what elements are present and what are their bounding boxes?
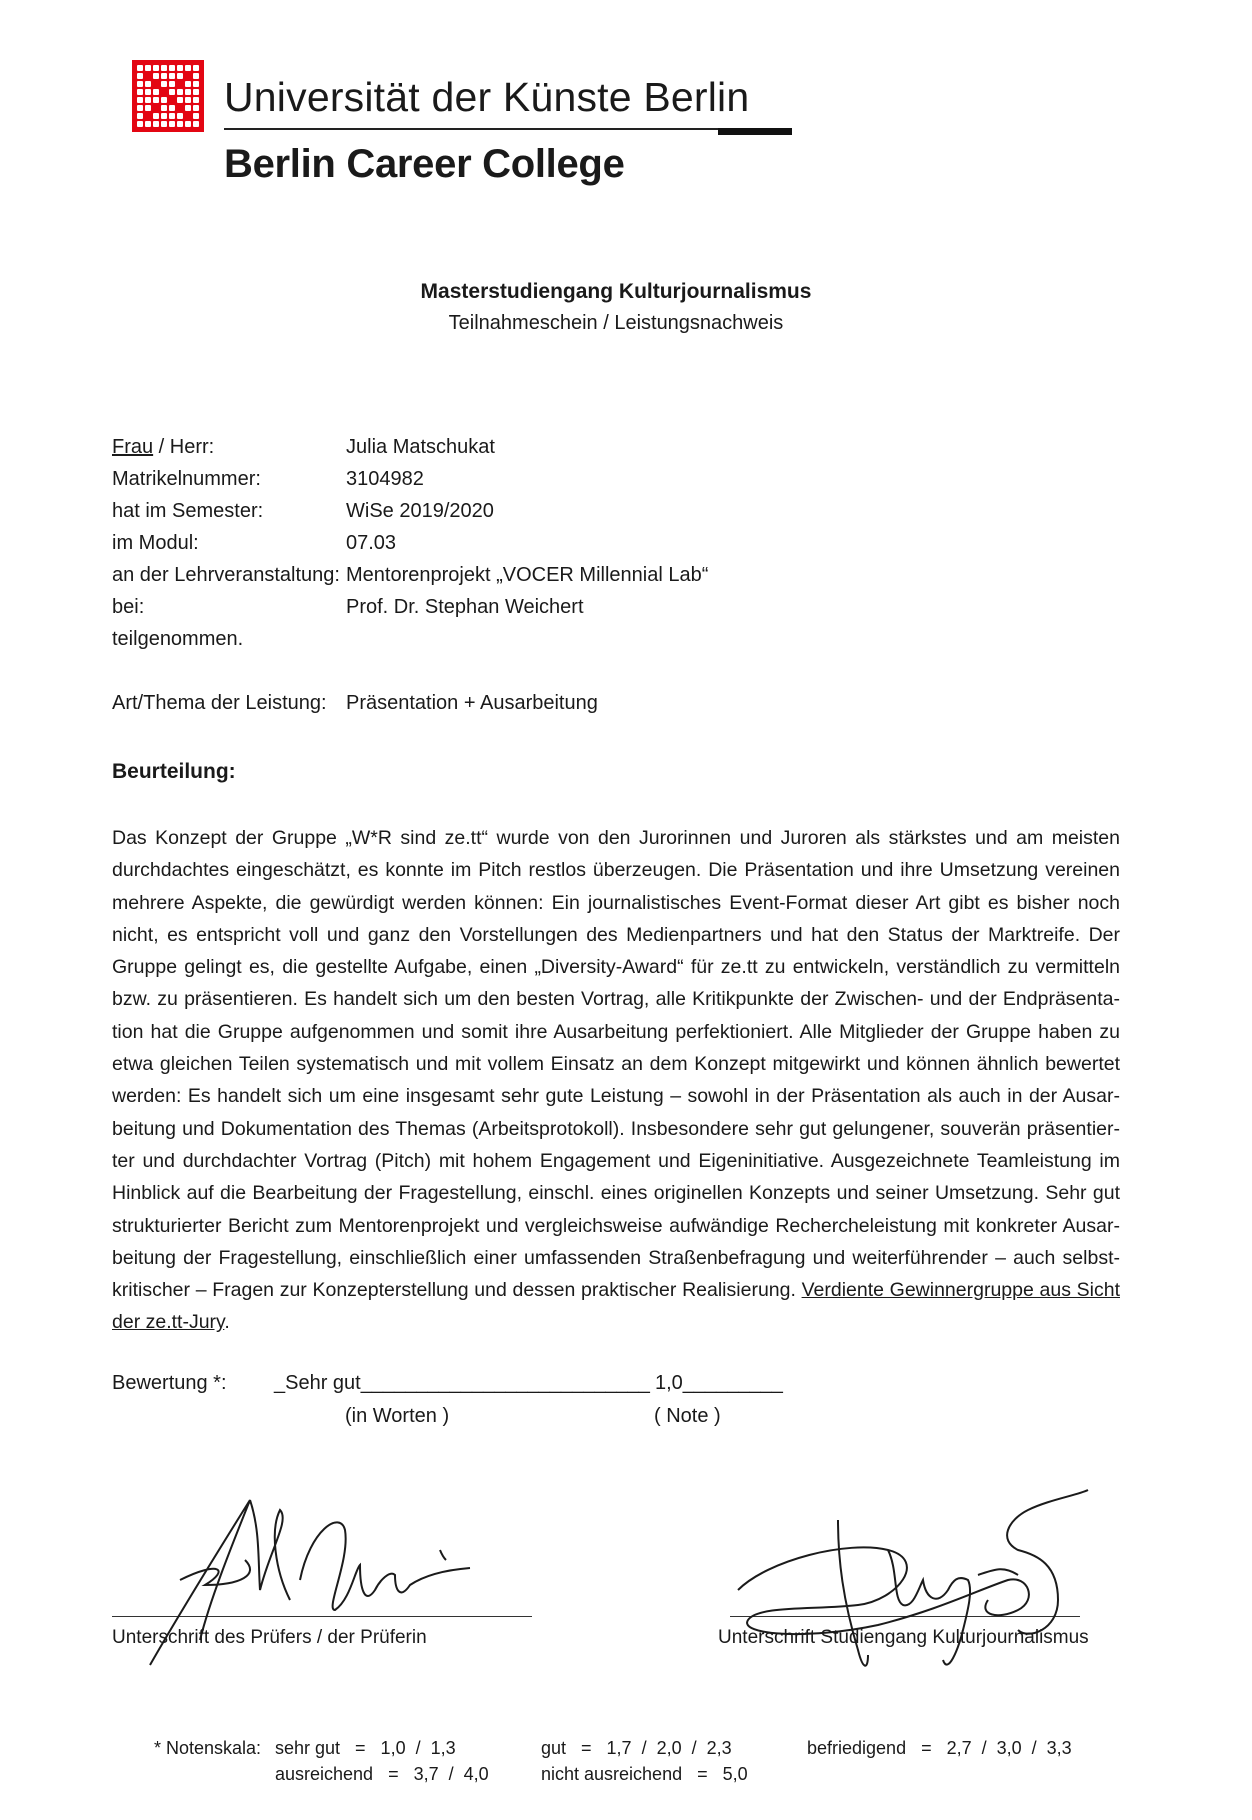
grade-scale-befriedigend: befriedigend = 2,7 / 3,0 / 3,3 xyxy=(807,1738,1072,1758)
modul-value: 07.03 xyxy=(346,532,397,554)
semester-value: WiSe 2019/2020 xyxy=(346,500,494,522)
assessment-end: . xyxy=(224,1311,230,1334)
participated-text: teilgenommen. xyxy=(112,628,244,650)
assessment-heading: Beurteilung: xyxy=(112,760,236,783)
examiner-signature-caption: Unterschrift des Prüfers / der Prüferin xyxy=(112,1627,427,1648)
performance-type-label: Art/Thema der Leistung: xyxy=(112,692,327,714)
performance-type-value: Präsentation + Ausarbeitung xyxy=(346,692,598,714)
assessment-body: Das Konzept der Gruppe „W*R sind ze.tt“ wurde von den Jurorinnen und Juroren als stärkstes und am meisten durchdachtes eingeschätzt, es konnte im Pitch restlos überzeugen. Die Präsentation und ihre Umsetzung vereinen mehrere Aspekte, die gewürdigt werden können: Ein journalistisches Event-Format dieser Art gibt es bisher noch nicht, es entspricht voll und ganz den Vorstellungen des Medienpartners und hat den Status der Marktreife. Der Gruppe gelingt es, die gestellte Aufgabe, einen „Diversity-Award“ für ze.tt zu entwickeln, verständlich zu vermitteln bzw. zu präsentieren. Es handelt sich um den besten Vortrag, alle Kritikpunkte der Zwischen- und der Endpräsentation hat die Gruppe aufgenommen und somit ihre Ausarbeitung perfektioniert. Alle Mitglieder der Gruppe haben zu etwa gleichen Teilen systematisch und mit vollem Einsatz an dem Konzept mitgewirkt und können ähnlich bewertet werden: Es handelt sich um eine insgesamt sehr gute Leistung – sowohl in der Präsentation als auch in der Ausarbeitung und Dokumentation des Themas (Arbeitsprotokoll). Insbesondere sehr gut gelungener, souverän präsentierter und durchdachter Vortrag (Pitch) mit hohem Engagement und Eigeninitiative. Ausgezeichnete Teamleistung im Hinblick auf die Bearbeitung der Fragestellung, einschl. eines originellen Konzepts und seiner Umsetzung. Sehr gut strukturierter Bericht zum Mentorenprojekt und vergleichsweise aufwändige Rechercheleistung mit konkreter Ausarbeitung der Fragestellung, einschließlich einer umfassenden Straßenbefragung und weiterführender – auch selbstkritischer – Fragen zur Konzepterstellung und dessen praktischer Realisierung. xyxy=(112,827,1120,1302)
grade-scale-ausreichend: ausreichend = 3,7 / 4,0 xyxy=(275,1764,489,1784)
document-subtitle: Teilnahmeschein / Leistungsnachweis xyxy=(448,312,784,334)
program-title: Masterstudiengang Kulturjournalismus xyxy=(420,280,812,303)
grade-words: _Sehr gut__________________________ xyxy=(274,1372,650,1394)
header-rule xyxy=(224,128,722,130)
grade-words-caption: (in Worten ) xyxy=(345,1405,450,1427)
salutation-herr: / Herr: xyxy=(153,436,215,458)
logo-pattern-icon xyxy=(137,65,199,127)
course-value: Mentorenprojekt „VOCER Millennial Lab“ xyxy=(346,564,709,586)
modul-label: im Modul: xyxy=(112,532,199,554)
grade-scale-gut: gut = 1,7 / 2,0 / 2,3 xyxy=(541,1738,732,1758)
student-name: Julia Matschukat xyxy=(346,436,495,458)
grade-scale-nicht-ausreichend: nicht ausreichend = 5,0 xyxy=(541,1764,748,1784)
salutation-frau: Frau xyxy=(112,436,154,458)
program-signature-icon xyxy=(728,1480,1088,1680)
grade-note: 1,0_________ xyxy=(655,1372,783,1394)
matrikel-label: Matrikelnummer: xyxy=(112,468,261,490)
course-label: an der Lehrveranstaltung: xyxy=(112,564,340,586)
lecturer-label: bei: xyxy=(112,596,145,618)
grade-scale-sehr-gut: sehr gut = 1,0 / 1,3 xyxy=(275,1738,456,1758)
udk-logo xyxy=(132,60,204,132)
college-name: Berlin Career College xyxy=(224,142,625,186)
header-rule-accent xyxy=(718,128,792,135)
grade-scale-label: * Notenskala: xyxy=(154,1738,262,1758)
assessment-text xyxy=(112,822,1120,1339)
grade-label: Bewertung *: xyxy=(112,1372,227,1394)
salutation-label xyxy=(112,436,214,459)
lecturer-value: Prof. Dr. Stephan Weichert xyxy=(346,596,584,618)
semester-label: hat im Semester: xyxy=(112,500,264,522)
program-signature-caption: Unterschrift Studiengang Kulturjournalismus xyxy=(718,1627,1089,1648)
matrikel-value: 3104982 xyxy=(346,468,424,490)
assessment-verdict: Verdiente Gewinnergruppe aus Sicht der ze.tt-Jury xyxy=(112,1279,1120,1334)
grade-note-caption: ( Note ) xyxy=(654,1405,721,1427)
university-name: Universität der Künste Berlin xyxy=(224,74,750,120)
